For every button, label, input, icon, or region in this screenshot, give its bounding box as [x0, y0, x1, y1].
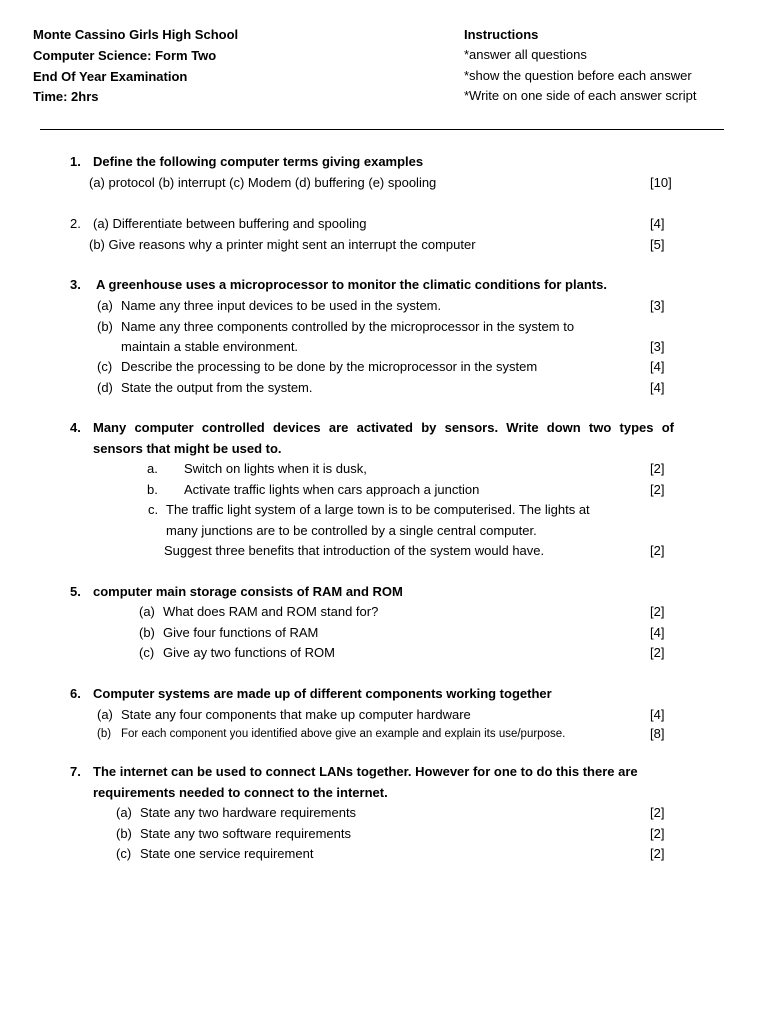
- question-part-label: (b): [97, 319, 113, 334]
- marks: [4]: [650, 707, 665, 722]
- question-part-text: Give four functions of RAM: [163, 625, 319, 640]
- question-part-text-continued: maintain a stable environment.: [121, 339, 299, 354]
- marks: [5]: [650, 237, 665, 252]
- instruction-item: *show the question before each answer: [464, 68, 692, 83]
- question-part-label: (c): [116, 846, 132, 861]
- question-number: 7.: [70, 764, 81, 779]
- marks: [2]: [650, 461, 665, 476]
- question-part-text: The traffic light system of a large town is to be computerised. The lights at: [166, 502, 590, 517]
- question-part-label: (b): [116, 826, 132, 841]
- question-part-label: (d): [97, 380, 113, 395]
- question-stem-continued: sensors that might be used to.: [93, 441, 282, 456]
- question-part-text: Name any three input devices to be used in the system.: [121, 298, 442, 313]
- question-part-text: State any two software requirements: [140, 826, 351, 841]
- question-part-label: b.: [147, 482, 158, 497]
- instructions-title: Instructions: [464, 27, 539, 42]
- marks: [4]: [650, 625, 665, 640]
- question-part-label: (b): [139, 625, 155, 640]
- question-part-text: (a) protocol (b) interrupt (c) Modem (d) buffering (e) spooling: [89, 175, 437, 190]
- instruction-item: *answer all questions: [464, 47, 587, 62]
- marks: [4]: [650, 380, 665, 395]
- question-part-label: (a): [116, 805, 132, 820]
- question-part-text: Describe the processing to be done by the microprocessor in the system: [121, 359, 538, 374]
- question-number: 4.: [70, 420, 81, 435]
- school-name: Monte Cassino Girls High School: [33, 27, 239, 42]
- instruction-item: *Write on one side of each answer script: [464, 88, 697, 103]
- question-part-label: c.: [148, 502, 159, 517]
- question-part-label: (a): [97, 707, 113, 722]
- question-part-label: (a): [97, 298, 113, 313]
- question-part-text: Activate traffic lights when cars approach a junction: [184, 482, 480, 497]
- marks: [2]: [650, 482, 665, 497]
- question-part-label: (a): [139, 604, 155, 619]
- question-number: 3.: [70, 277, 81, 292]
- question-part-text: For each component you identified above give an example and explain its use/purpose.: [121, 728, 566, 740]
- question-number: 5.: [70, 584, 81, 599]
- exam-title: End Of Year Examination: [33, 69, 188, 84]
- question-part-text: State one service requirement: [140, 846, 314, 861]
- question-part-label: (b): [97, 728, 112, 740]
- question-part-text: Switch on lights when it is dusk,: [184, 461, 367, 476]
- marks: [4]: [650, 216, 665, 231]
- marks: [2]: [650, 846, 665, 861]
- marks: [2]: [650, 645, 665, 660]
- marks: [3]: [650, 339, 665, 354]
- question-number: 1.: [70, 154, 81, 169]
- marks: [8]: [650, 726, 665, 741]
- question-part-label: (c): [97, 359, 113, 374]
- question-number: 6.: [70, 686, 81, 701]
- question-part-text: (a) Differentiate between buffering and spooling: [93, 216, 367, 231]
- question-stem: Define the following computer terms giving examples: [93, 154, 424, 169]
- question-part-text-continued: Suggest three benefits that introduction of the system would have.: [164, 543, 545, 558]
- question-part-text: State any four components that make up computer hardware: [121, 707, 471, 722]
- question-part-text: Name any three components controlled by the microprocessor in the system to: [121, 319, 575, 334]
- marks: [2]: [650, 604, 665, 619]
- question-part-label: a.: [147, 461, 158, 476]
- question-part-label: (c): [139, 645, 155, 660]
- marks: [3]: [650, 298, 665, 313]
- question-part-text: State any two hardware requirements: [140, 805, 357, 820]
- marks: [2]: [650, 805, 665, 820]
- marks: [10]: [650, 175, 672, 190]
- subject-line: Computer Science: Form Two: [33, 48, 217, 63]
- marks: [4]: [650, 359, 665, 374]
- question-part-text-continued: many junctions are to be controlled by a single central computer.: [166, 523, 537, 538]
- question-stem-continued: requirements needed to connect to the internet.: [93, 785, 388, 800]
- marks: [2]: [650, 826, 665, 841]
- header-divider: [40, 129, 724, 130]
- question-number: 2.: [70, 216, 81, 231]
- question-part-text: Give ay two functions of ROM: [163, 645, 335, 660]
- question-stem: Many computer controlled devices are activated by sensors. Write down two types of: [93, 420, 674, 435]
- question-stem: A greenhouse uses a microprocessor to monitor the climatic conditions for plants.: [96, 277, 607, 292]
- question-part-text: (b) Give reasons why a printer might sent an interrupt the computer: [89, 237, 476, 252]
- question-stem: computer main storage consists of RAM and ROM: [93, 584, 403, 599]
- question-stem: Computer systems are made up of different components working together: [93, 686, 552, 701]
- question-part-text: What does RAM and ROM stand for?: [163, 604, 379, 619]
- question-part-text: State the output from the system.: [121, 380, 313, 395]
- question-stem: The internet can be used to connect LANs together. However for one to do this there are: [93, 764, 638, 779]
- marks: [2]: [650, 543, 665, 558]
- exam-time: Time: 2hrs: [33, 89, 99, 104]
